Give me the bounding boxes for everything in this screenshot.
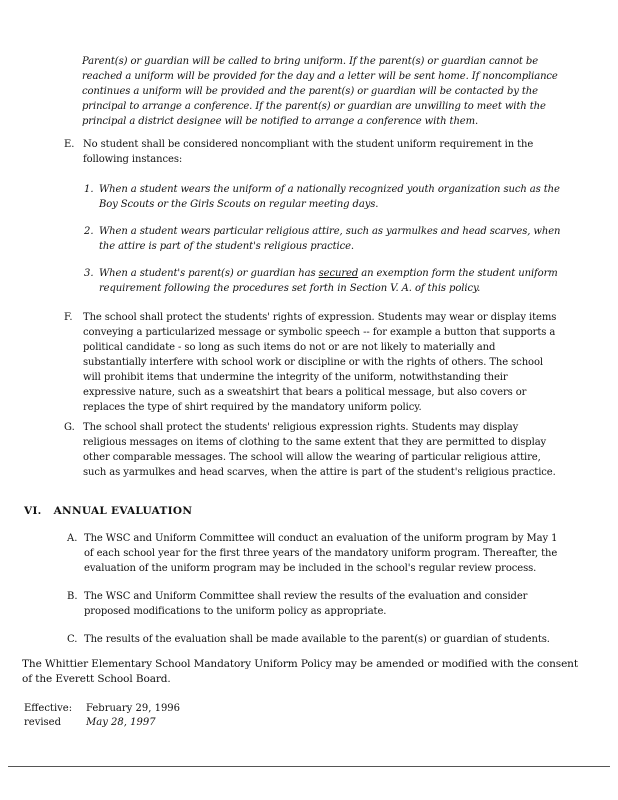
section-e-item-2-label: 2.	[84, 226, 94, 237]
revised-date: May 28, 1997	[86, 717, 156, 728]
section-vi-label: VI.	[24, 505, 42, 517]
section-vi-a-label: A.	[67, 533, 78, 544]
closing-paragraph: The Whittier Elementary School Mandatory Uniform Policy may be amended or modified with the consent of the Everett School Board.	[22, 658, 578, 685]
item-3-underlined-word: secured	[318, 268, 359, 279]
section-g-text: The school shall protect the students' religious expression rights. Students may display religious messages on items of clothing to the same extent that they are permitted to display other comparable messages. The school will allow the wearing of particular religious attire, such as yarmulkes and head scarves, when the attire is part of the student's religious practice.	[83, 422, 556, 478]
section-vi-b-label: B.	[67, 591, 78, 602]
section-e-text: No student shall be considered noncompliant with the student uniform requirement in the following instances:	[83, 139, 534, 165]
section-vi-title: ANNUAL EVALUATION	[53, 505, 193, 517]
section-vi-heading	[24, 505, 192, 517]
section-vi-c-text: The results of the evaluation shall be made available to the parent(s) or guardian of students.	[84, 634, 550, 645]
section-e-item-3-label: 3.	[84, 268, 94, 279]
item-3-text-a: When a student's parent(s) or guardian has	[99, 268, 319, 279]
section-f-label: F.	[64, 312, 73, 323]
section-vi-c-label: C.	[67, 634, 78, 645]
item-3-text-b: an exemption form the student uniform requirement following the procedures set forth in Section V. A. of this policy.	[99, 268, 558, 294]
effective-date: February 29, 1996	[86, 703, 181, 714]
section-e-label: E.	[64, 139, 75, 150]
section-vi-a-text: The WSC and Uniform Committee will conduct an evaluation of the uniform program by May 1 of each school year for the first three years of the mandatory uniform program. Thereafter, the evaluation of the uniform program may be included in the school's regular review process.	[84, 533, 558, 574]
effective-label: Effective:	[24, 703, 73, 714]
footer-rule	[8, 766, 610, 767]
section-g-label: G.	[64, 422, 75, 433]
revised-label: revised	[24, 717, 61, 728]
section-f-text: The school shall protect the students' rights of expression. Students may wear or display items conveying a particularized message or symbolic speech -- for example a button that supports a political candidate - so long as such items do not or are not likely to materially and substantially interfere with school work or discipline or with the rights of others. The school will prohibit items that undermine the integrity of the uniform, notwithstanding their expressive nature, such as a sweatshirt that bears a political message, but also covers or replaces the type of shirt required by the mandatory uniform policy.	[83, 312, 557, 413]
section-e-item-1-text: When a student wears the uniform of a nationally recognized youth organization such as the Boy Scouts or the Girls Scouts on regular meeting days.	[99, 184, 560, 210]
section-e-item-2-text: When a student wears particular religious attire, such as yarmulkes and head scarves, when the attire is part of the student's religious practice.	[99, 226, 561, 252]
section-e-item-1-label: 1.	[84, 184, 94, 195]
section-vi-b-text: The WSC and Uniform Committee shall review the results of the evaluation and consider proposed modifications to the uniform policy as appropriate.	[84, 591, 528, 617]
section-e-item-3-text	[99, 266, 569, 296]
intro-paragraph: Parent(s) or guardian will be called to bring uniform. If the parent(s) or guardian cannot be reached a uniform will be provided for the day and a letter will be sent home. If noncompliance continues a uniform will be provided and the parent(s) or guardian will be contacted by the principal to arrange a conference. If the parent(s) or guardian are unwilling to meet with the principal a district designee will be notified to arrange a conference with them.	[82, 56, 558, 127]
